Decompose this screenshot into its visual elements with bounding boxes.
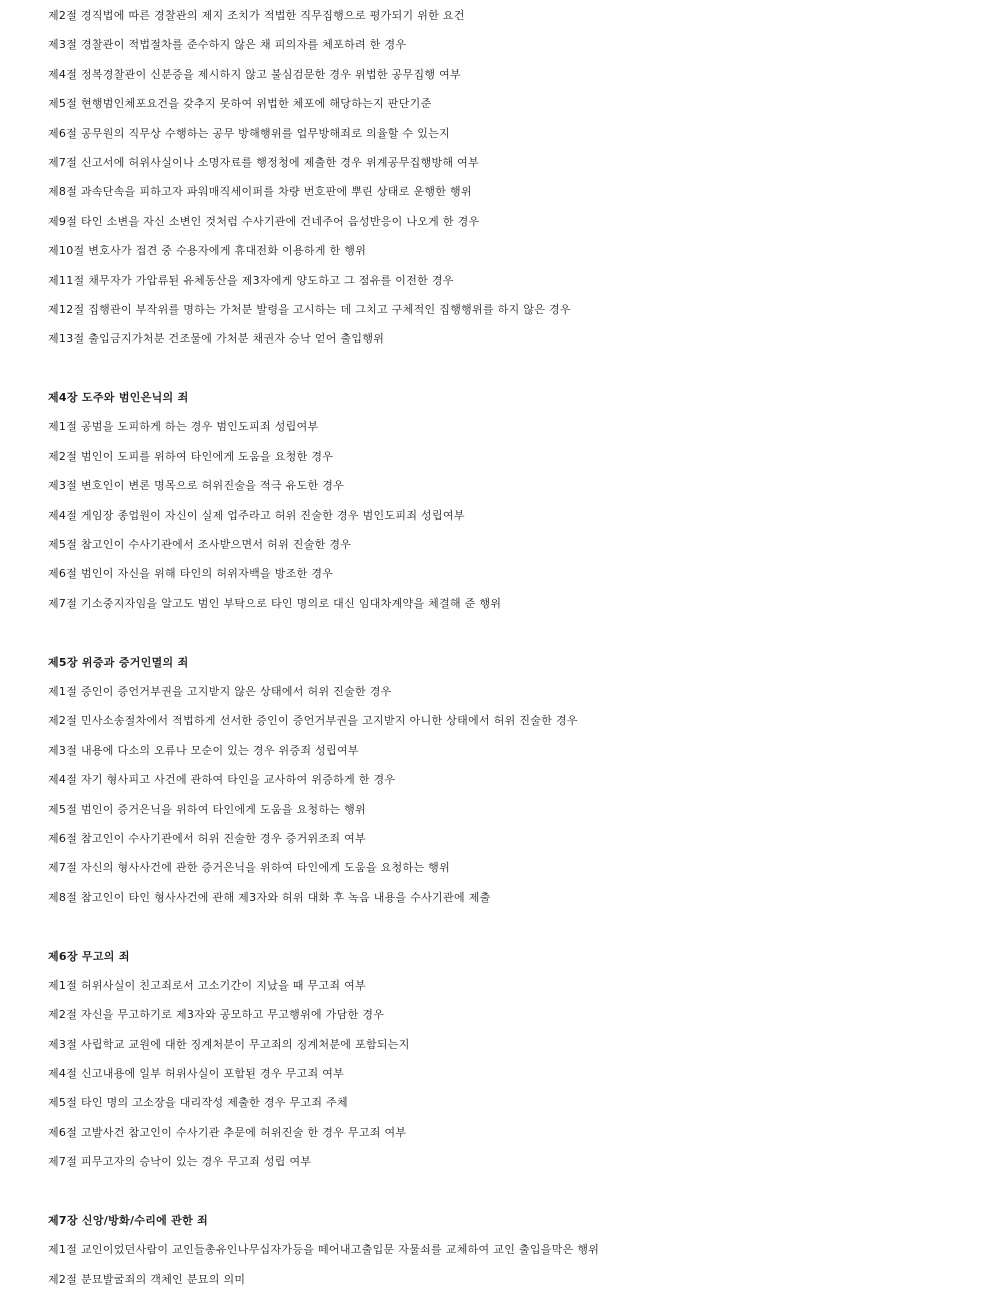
list-item: 제13절 출입금지가처분 건조물에 가처분 채권자 승낙 얻어 출입행위 [48, 332, 385, 346]
list-item: 제8절 과속단속을 피하고자 파워매직세이퍼를 차량 번호판에 뿌린 상태로 운행한 행위 [48, 185, 472, 199]
chapter-heading: 제5장 위증과 증거인멸의 죄 [48, 655, 189, 669]
chapter-heading: 제4장 도주와 범인은닉의 죄 [48, 391, 189, 405]
list-item: 제7절 자신의 형사사건에 관한 증거은닉을 위하여 타인에게 도움을 요청하는 행위 [48, 861, 451, 875]
section-spacer [48, 912, 992, 941]
list-item: 제7절 피무고자의 승낙이 있는 경우 무고죄 성립 여부 [48, 1155, 312, 1169]
list-item: 제7절 기소중지자임을 알고도 범인 부탁으로 타인 명의로 대신 임대차계약을 체결해 준 행위 [48, 596, 502, 610]
list-item: 제6절 고발사건 참고인이 수사기관 추문에 허위진술 한 경우 무고죄 여부 [48, 1125, 407, 1139]
list-item: 제4절 신고내용에 일부 허위사실이 포함된 경우 무고죄 여부 [48, 1067, 345, 1081]
document-page [0, 1, 992, 1290]
chapter-heading: 제7장 신앙/방화/수리에 관한 죄 [48, 1214, 209, 1228]
list-item: 제2절 자신을 무고하기로 제3자와 공모하고 무고행위에 가담한 경우 [48, 1008, 385, 1022]
section-spacer [48, 618, 992, 647]
list-item: 제11절 채무자가 가압류된 유체동산을 제3자에게 양도하고 그 점유를 이전한 경우 [48, 273, 454, 287]
section-list-chapter-7 [48, 1206, 992, 1294]
list-item: 제3절 내용에 다소의 오류나 모순이 있는 경우 위증죄 성립여부 [48, 743, 359, 757]
section-list-chapter-6 [48, 942, 992, 1177]
list-item: 제4절 게임장 종업원이 자신이 실제 업주라고 허위 진술한 경우 범인도피죄 성립여부 [48, 508, 465, 522]
list-item: 제5절 타인 명의 고소장을 대리작성 제출한 경우 무고죄 주체 [48, 1096, 348, 1110]
list-item: 제1절 증인이 증언거부권을 고지받지 않은 상태에서 허위 진술한 경우 [48, 684, 392, 698]
chapter-heading: 제6장 무고의 죄 [48, 949, 130, 963]
list-item: 제5절 참고인이 수사기관에서 조사받으면서 허위 진술한 경우 [48, 538, 352, 552]
list-item: 제3절 사립학교 교원에 대한 징계처분이 무고죄의 징계처분에 포함되는지 [48, 1037, 410, 1051]
list-item: 제12절 집행관이 부작위를 명하는 가처분 발령을 고시하는 데 그치고 구체적인 집행행위를 하지 않은 경우 [48, 302, 571, 316]
list-item: 제1절 교인이었던사람이 교인들총유인나무십자가등을 떼어내고출입문 자물쇠를 교체하여 교인 출입을막은 행위 [48, 1243, 600, 1257]
list-item: 제4절 정복경찰관이 신분증을 제시하지 않고 불심검문한 경우 위법한 공무집행 여부 [48, 67, 461, 81]
list-item: 제7절 신고서에 허위사실이나 소명자료를 행정청에 제출한 경우 위계공무집행방해 여부 [48, 155, 480, 169]
list-item: 제9절 타인 소변을 자신 소변인 것처럼 수사기관에 건네주어 음성반응이 나오게 한 경우 [48, 214, 480, 228]
section-list-chapter-5 [48, 648, 992, 913]
list-item: 제4절 자기 형사피고 사건에 관하여 타인을 교사하여 위증하게 한 경우 [48, 773, 396, 787]
list-item: 제2절 민사소송절차에서 적법하게 선서한 증인이 증언거부권을 고지받지 아니한 상태에서 허위 진술한 경우 [48, 714, 578, 728]
section-spacer [48, 354, 992, 383]
list-item: 제1절 허위사실이 친고죄로서 고소기간이 지났을 때 무고죄 여부 [48, 978, 366, 992]
section-list-chapter-3 [48, 1, 992, 354]
list-item: 제5절 현행범인체포요건을 갖추지 못하여 위법한 체포에 해당하는지 판단기준 [48, 97, 432, 111]
list-item: 제6절 공무원의 직무상 수행하는 공무 방해행위를 업무방해죄로 의율할 수 있는지 [48, 126, 451, 140]
list-item: 제8절 참고인이 타인 형사사건에 관해 제3자와 허위 대화 후 녹음 내용을 수사기관에 제출 [48, 890, 491, 904]
list-item: 제5절 범인이 증거은닉을 위하여 타인에게 도움을 요청하는 행위 [48, 802, 366, 816]
list-item: 제1절 공범을 도피하게 하는 경우 범인도피죄 성립여부 [48, 420, 319, 434]
list-item: 제2절 분묘발굴죄의 객체인 분묘의 의미 [48, 1272, 246, 1286]
list-item: 제2절 범인이 도피를 위하여 타인에게 도움을 요청한 경우 [48, 449, 334, 463]
list-item: 제2절 경직법에 따른 경찰관의 제지 조치가 적법한 직무집행으로 평가되기 위한 요건 [48, 9, 465, 22]
list-item: 제3절 경찰관이 적법절차를 준수하지 않은 채 피의자를 체포하려 한 경우 [48, 38, 407, 52]
list-item: 제10절 변호사가 접견 중 수용자에게 휴대전화 이용하게 한 행위 [48, 244, 367, 258]
list-item: 제3절 변호인이 변론 명목으로 허위진술을 적극 유도한 경우 [48, 479, 345, 493]
list-item: 제6절 참고인이 수사기관에서 허위 진술한 경우 증거위조죄 여부 [48, 831, 366, 845]
section-list-chapter-4 [48, 383, 992, 618]
section-spacer [48, 1177, 992, 1206]
list-item: 제6절 범인이 자신을 위해 타인의 허위자백을 방조한 경우 [48, 567, 334, 581]
